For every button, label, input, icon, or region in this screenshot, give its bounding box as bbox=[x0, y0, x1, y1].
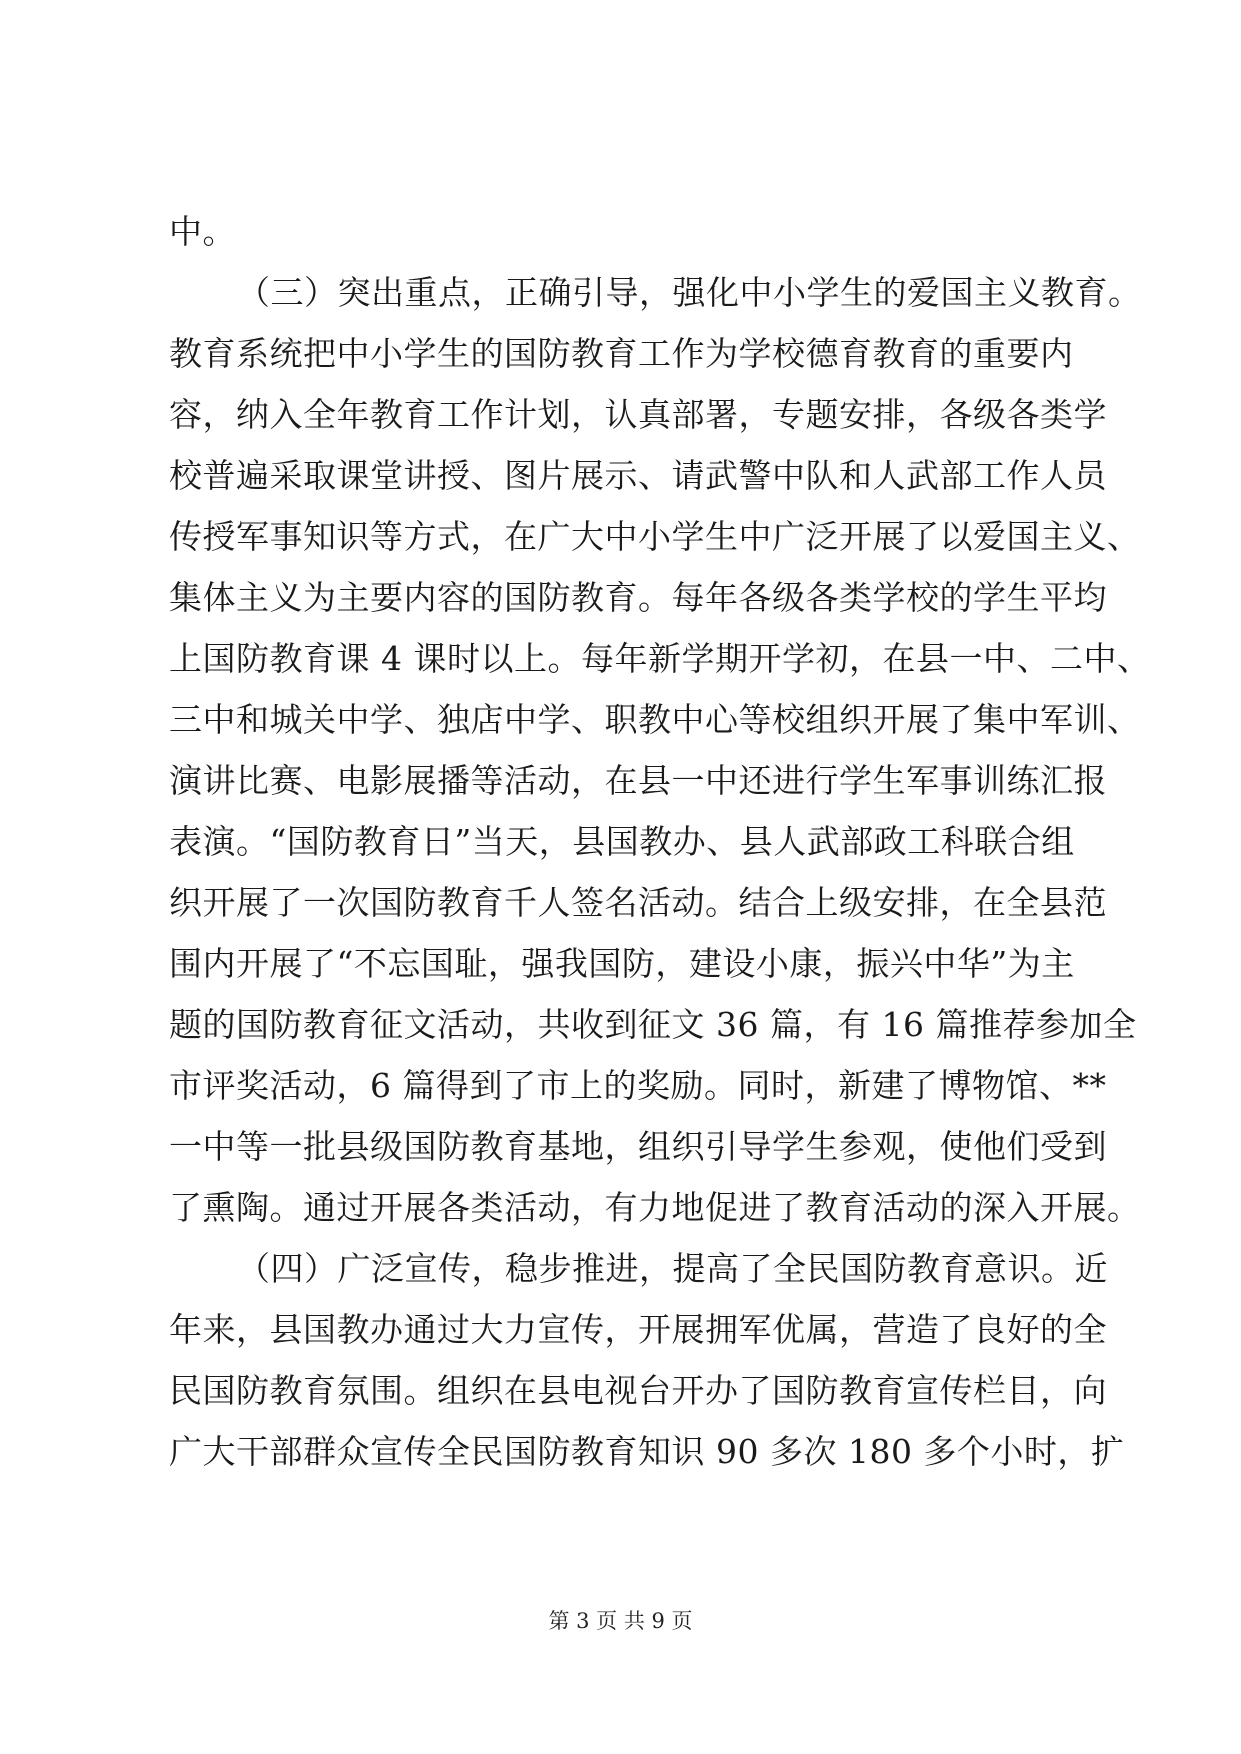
paragraph-line: 三中和城关中学、独店中学、职教中心等校组织开展了集中军训、 bbox=[169, 700, 1141, 739]
paragraph-line: 民国防教育氛围。组织在县电视台开办了国防教育宣传栏目，向 bbox=[169, 1371, 1107, 1410]
paragraph-line: 校普遍采取课堂讲授、图片展示、请武警中队和人武部工作人员 bbox=[169, 456, 1107, 495]
paragraph-line: 广大干部群众宣传全民国防教育知识 90 多次 180 多个小时，扩 bbox=[169, 1432, 1125, 1471]
paragraph-line: （四）广泛宣传，稳步推进，提高了全民国防教育意识。近 bbox=[237, 1249, 1108, 1288]
paragraph-line: 容，纳入全年教育工作计划，认真部署，专题安排，各级各类学 bbox=[169, 395, 1107, 434]
paragraph-line: 题的国防教育征文活动，共收到征文 36 篇，有 16 篇推荐参加全 bbox=[169, 1005, 1137, 1044]
paragraph-line: 上国防教育课 4 课时以上。每年新学期开学初，在县一中、二中、 bbox=[169, 639, 1151, 678]
paragraph-line: 演讲比赛、电影展播等活动，在县一中还进行学生军事训练汇报 bbox=[169, 761, 1107, 800]
page-number-footer: 第 3 页 共 9 页 bbox=[548, 1609, 693, 1633]
paragraph-line: 年来，县国教办通过大力宣传，开展拥军优属，营造了良好的全 bbox=[169, 1310, 1107, 1349]
paragraph-line: 一中等一批县级国防教育基地，组织引导学生参观，使他们受到 bbox=[169, 1127, 1107, 1166]
paragraph-line: 传授军事知识等方式，在广大中小学生中广泛开展了以爱国主义、 bbox=[169, 517, 1141, 556]
paragraph-line: 教育系统把中小学生的国防教育工作为学校德育教育的重要内 bbox=[169, 334, 1074, 373]
paragraph-line: 围内开展了“不忘国耻，强我国防，建设小康，振兴中华”为主 bbox=[169, 944, 1075, 983]
paragraph-line: 集体主义为主要内容的国防教育。每年各级各类学校的学生平均 bbox=[169, 578, 1107, 617]
paragraph-line: 表演。“国防教育日”当天，县国教办、县人武部政工科联合组 bbox=[169, 822, 1075, 861]
paragraph-line: 中。 bbox=[169, 212, 236, 251]
paragraph-line: 织开展了一次国防教育千人签名活动。结合上级安排，在全县范 bbox=[169, 883, 1107, 922]
paragraph-line: 市评奖活动，6 篇得到了市上的奖励。同时，新建了博物馆、** bbox=[169, 1066, 1107, 1105]
paragraph-line: 了熏陶。通过开展各类活动，有力地促进了教育活动的深入开展。 bbox=[169, 1188, 1141, 1227]
paragraph-line: （三）突出重点，正确引导，强化中小学生的爱国主义教育。 bbox=[237, 273, 1142, 312]
